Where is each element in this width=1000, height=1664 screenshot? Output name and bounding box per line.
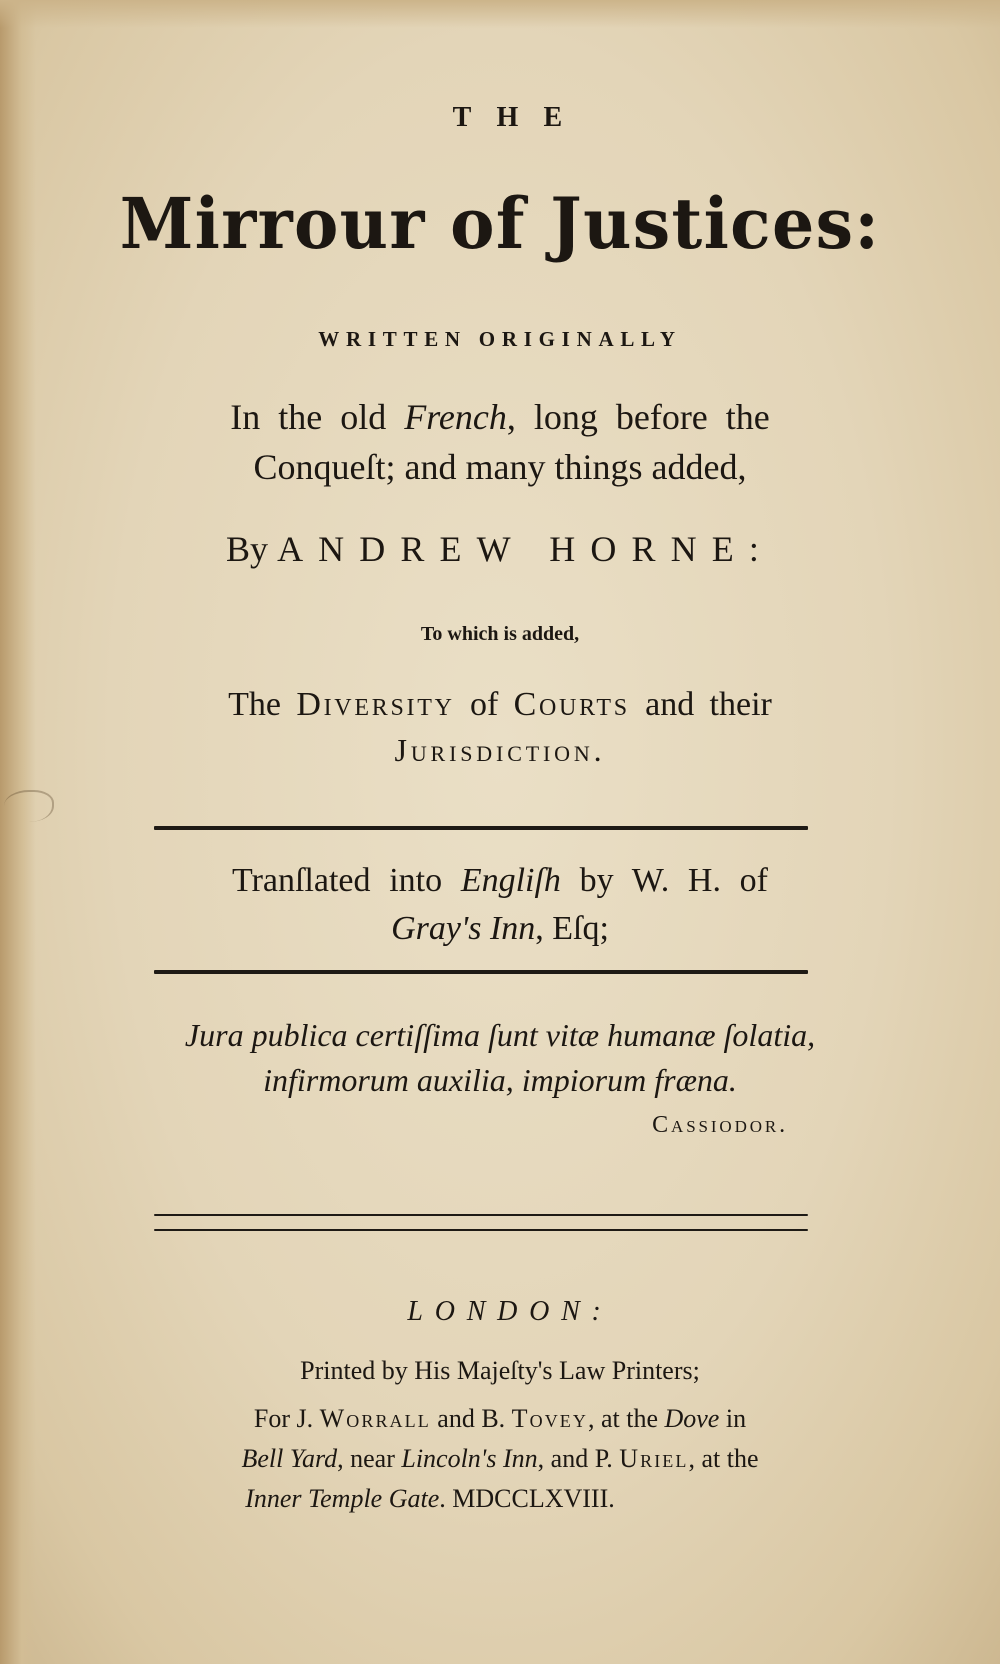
imprint-line-1 xyxy=(0,1404,1000,1434)
diversity-text-c: and their xyxy=(629,686,772,723)
to-which-added: To which is added, xyxy=(420,623,580,645)
word-lincolns-inn: Lincoln's Inn xyxy=(401,1444,538,1473)
epigraph-line-2: infirmorum auxilia, impiorum fræna. xyxy=(263,1062,737,1098)
margin-mark xyxy=(4,790,54,822)
name-uriel: Uriel xyxy=(619,1444,689,1473)
imprint-text-a: For J. xyxy=(253,1404,320,1433)
translated-text-a: Tranſlated into xyxy=(232,862,461,899)
rule-1 xyxy=(154,826,808,830)
author-name: ANDREW HORNE: xyxy=(277,529,774,569)
word-courts: Courts xyxy=(513,686,630,723)
heading-the: THE xyxy=(452,102,588,133)
diversity-line-2: Jurisdiction. xyxy=(394,732,606,768)
subtitle-line-2: Conqueſt; and many things added, xyxy=(253,447,747,487)
rule-3 xyxy=(154,1214,808,1216)
word-dove: Dove xyxy=(664,1404,720,1433)
word-bell-yard: Bell Yard xyxy=(241,1444,338,1473)
rule-2 xyxy=(154,970,808,974)
main-title: Mirrour of Justices: xyxy=(119,182,881,265)
epigraph-author: Cassiodor. xyxy=(652,1112,788,1138)
printed-by: Printed by His Majeſty's Law Printers; xyxy=(300,1356,700,1385)
diversity-text-a: The xyxy=(228,686,297,723)
imprint2-text-b: , and P. xyxy=(537,1444,620,1473)
by-word: By xyxy=(226,529,269,569)
rule-4 xyxy=(154,1229,808,1231)
author-line xyxy=(0,528,1000,570)
imprint-year: . MDCCLXVIII. xyxy=(439,1484,615,1513)
page-top-shadow xyxy=(0,0,1000,28)
subtitle-text-b: , long before the xyxy=(506,397,770,437)
name-tovey: Tovey xyxy=(511,1404,588,1433)
subtitle-text-a: In the old xyxy=(230,397,405,437)
diversity-text-b: of xyxy=(454,686,514,723)
translated-line-2 xyxy=(0,910,1000,948)
epigraph-line-1: Jura publica certiſſima ſunt vitæ humanæ ſolatia, xyxy=(184,1017,816,1053)
name-worrall: Worrall xyxy=(319,1404,431,1433)
word-esq: , Eſq; xyxy=(535,910,609,947)
subtitle-line-1 xyxy=(0,396,1000,438)
imprint2-text-c: , at the xyxy=(688,1444,759,1473)
imprint2-text-a: , near xyxy=(337,1444,402,1473)
translated-line-1 xyxy=(0,862,1000,900)
word-diversity: Diversity xyxy=(296,686,455,723)
imprint-line-2 xyxy=(0,1444,1000,1474)
imprint-text-b: and B. xyxy=(430,1404,512,1433)
london: LONDON: xyxy=(407,1296,613,1327)
word-inner-temple-gate: Inner Temple Gate xyxy=(245,1484,440,1513)
word-french: French xyxy=(404,397,507,437)
imprint-text-d: in xyxy=(719,1404,747,1433)
translated-text-b: by W. H. of xyxy=(560,862,768,899)
written-originally: WRITTEN ORIGINALLY xyxy=(318,327,682,351)
imprint-line-3 xyxy=(0,1484,930,1514)
word-english: Engliſh xyxy=(460,862,561,899)
imprint-text-c: , at the xyxy=(587,1404,665,1433)
word-grays-inn: Gray's Inn xyxy=(391,910,536,947)
diversity-line-1 xyxy=(0,686,1000,724)
